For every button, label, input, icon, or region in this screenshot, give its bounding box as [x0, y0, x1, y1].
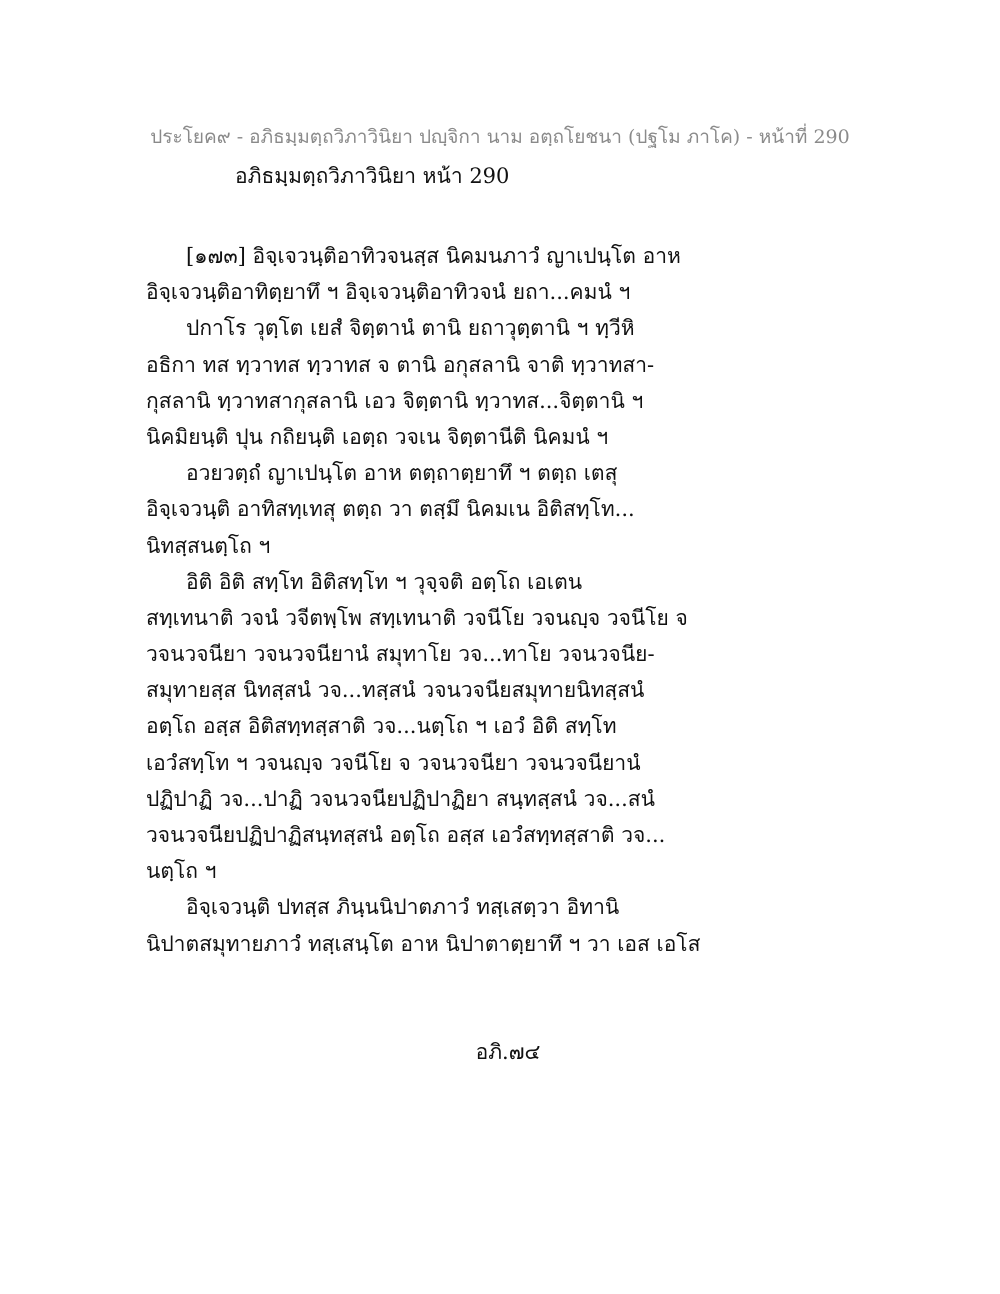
page-title: อภิธมฺมตฺถวิภาวินิยา หน้า 290: [235, 164, 510, 188]
text-line: อตฺโถ อสฺส อิติสทฺทสฺสาติ วจ...นตฺโถ ฯ เอวํ อิติ สทฺโท: [146, 714, 617, 739]
text-line: นตฺโถ ฯ: [146, 859, 217, 884]
page-code: อภิ.๗๔: [475, 1040, 541, 1064]
text-line: กุสลานิ ทฺวาทสากุสลานิ เอว จิตฺตานิ ทฺวาทส...จิตฺตานิ ฯ: [146, 388, 644, 413]
text-line: อิติ อิติ สทฺโท อิติสทฺโท ฯ วุจฺจติ อตฺโถ เอเตน: [186, 569, 583, 594]
text-line: สมุทายสฺส นิทสฺสนํ วจ...ทสฺสนํ วจนวจนียสมุทายนิทสฺสนํ: [146, 678, 645, 703]
text-line: อธิกา ทส ทฺวาทส ทฺวาทส จ ตานิ อกุสลานิ จาติ ทฺวาทสา-: [146, 352, 655, 377]
text-line: ปกาโร วุตฺโต เยสํ จิตฺตานํ ตานิ ยถาวุตฺตานิ ฯ ทฺวีหิ: [186, 316, 635, 341]
text-line: [๑๗๓] อิจฺเจวนฺติอาทิวจนสฺส นิคมนภาวํ ญาเปนฺโต อาห: [186, 244, 681, 268]
text-line: นิคมิยนฺติ ปุน กถิยนฺติ เอตฺถ วจเน จิตฺตานีติ นิคมนํ ฯ: [146, 424, 609, 449]
text-line: นิปาตสมุทายภาวํ ทสฺเสนฺโต อาห นิปาตาตฺยาทึ ฯ วา เอส เอโส: [146, 931, 701, 956]
text-line: นิทสฺสนตฺโถ ฯ: [146, 533, 271, 558]
text-line: วจนวจนียา วจนวจนียานํ สมุทาโย วจ...ทาโย วจนวจนีย-: [146, 642, 655, 667]
running-header: ประโยค๙ - อภิธมฺมตฺถวิภาวินิยา ปญฺจิกา นาม อตฺถโยชนา (ปฐโม ภาโค) - หน้าที่ 290: [150, 126, 850, 148]
text-line: อิจฺเจวนฺติอาทิตฺยาทึ ฯ อิจฺเจวนฺติอาทิวจนํ ยถา...คมนํ ฯ: [146, 280, 631, 305]
text-line: เอวํสทฺโท ฯ วจนญฺจ วจนีโย จ วจนวจนียา วจนวจนียานํ: [146, 750, 641, 775]
text-line: สทฺเทนาติ วจนํ วจีตพฺโพ สทฺเทนาติ วจนีโย วจนญฺจ วจนีโย จ: [146, 605, 688, 630]
text-line: ปฏิปาฏิ วจ...ปาฏิ วจนวจนียปฏิปาฏิยา สนฺทสฺสนํ วจ...สนํ: [146, 786, 655, 811]
text-line: อวยวตฺถํ ญาเปนฺโต อาห ตตฺถาตฺยาทึ ฯ ตตฺถ เตสุ: [186, 461, 618, 486]
text-line: อิจฺเจวนฺติ อาทิสทฺเทสุ ตตฺถ วา ตสฺมึ นิคมเน อิติสทฺโท...: [146, 497, 635, 522]
body-text: [146, 238, 701, 962]
text-line: อิจฺเจวนฺติ ปทสฺส ภินฺนนิปาตภาวํ ทสฺเสตฺวา อิทานิ: [186, 895, 620, 920]
text-line: วจนวจนียปฏิปาฏิสนฺทสฺสนํ อตฺโถ อสฺส เอวํสทฺทสฺสาติ วจ...: [146, 823, 666, 847]
